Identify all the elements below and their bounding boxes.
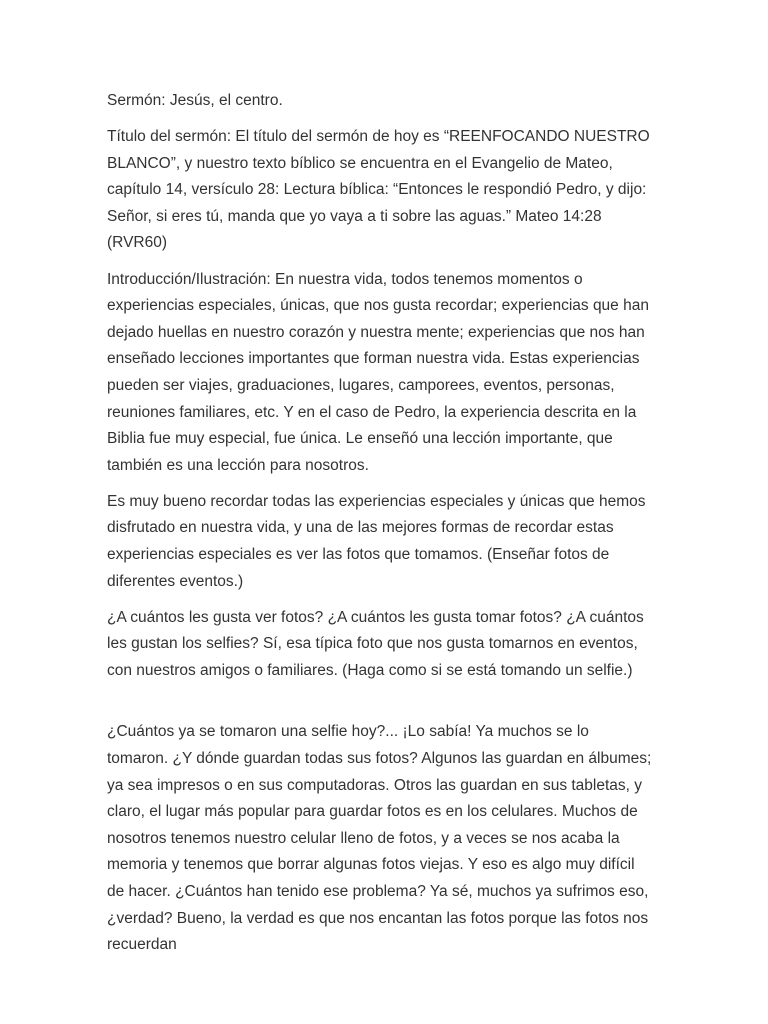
photos-paragraph: Es muy bueno recordar todas las experiencias especiales y únicas que hemos disfrutado en nuestra vida, y una de las mejores formas de recordar estas experiencias especiales es ver las fotos que tomamos. (Enseñar fotos de diferentes eventos.) [107,492,646,590]
document-page [107,88,653,968]
sermon-title-paragraph: Título del sermón: El título del sermón de hoy es “REENFOCANDO NUESTRO BLANCO”, y nuestro texto bíblico se encuentra en el Evangelio de Mateo, capítulo 14, versículo 28: Lectura bíblica: “Entonces le respondió Pedro, y dijo: Señor, si eres tú, manda que yo vaya a ti sobre las aguas.” Mateo 14:28 (RVR60) [107,128,650,252]
storage-paragraph: ¿Cuántos ya se tomaron una selfie hoy?... ¡Lo sabía! Ya muchos se lo tomaron. ¿Y dónde guardan todas sus fotos? Algunos las guardan en álbumes; ya sea impresos o en sus computadoras. Otros las guardan en sus tabletas, y claro, el lugar más popular para guardar fotos es en los celulares. Muchos de nosotros tenemos nuestro celular lleno de fotos, y a veces se nos acaba la memoria y tenemos que borrar algunas fotos viejas. Y eso es algo muy difícil de hacer. ¿Cuántos han tenido ese problema? Ya sé, muchos ya sufrimos eso, ¿verdad? Bueno, la verdad es que nos encantan las fotos porque las fotos nos recuerdan [107,723,652,954]
introduction-paragraph: Introducción/Ilustración: En nuestra vida, todos tenemos momentos o experiencias especiales, únicas, que nos gusta recordar; experiencias que han dejado huellas en nuestro corazón y nuestra mente; experiencias que nos han enseñado lecciones importantes que forman nuestra vida. Estas experiencias pueden ser viajes, graduaciones, lugares, camporees, eventos, personas, reuniones familiares, etc. Y en el caso de Pedro, la experiencia descrita en la Biblia fue muy especial, fue única. Le enseñó una lección importante, que también es una lección para nosotros. [107,270,649,474]
selfies-paragraph: ¿A cuántos les gusta ver fotos? ¿A cuántos les gusta tomar fotos? ¿A cuántos les gustan los selfies? Sí, esa típica foto que nos gusta tomarnos en eventos, con nuestros amigos o familiares. (Haga como si se está tomando un selfie.) [107,608,644,679]
sermon-heading: Sermón: Jesús, el centro. [107,92,283,109]
